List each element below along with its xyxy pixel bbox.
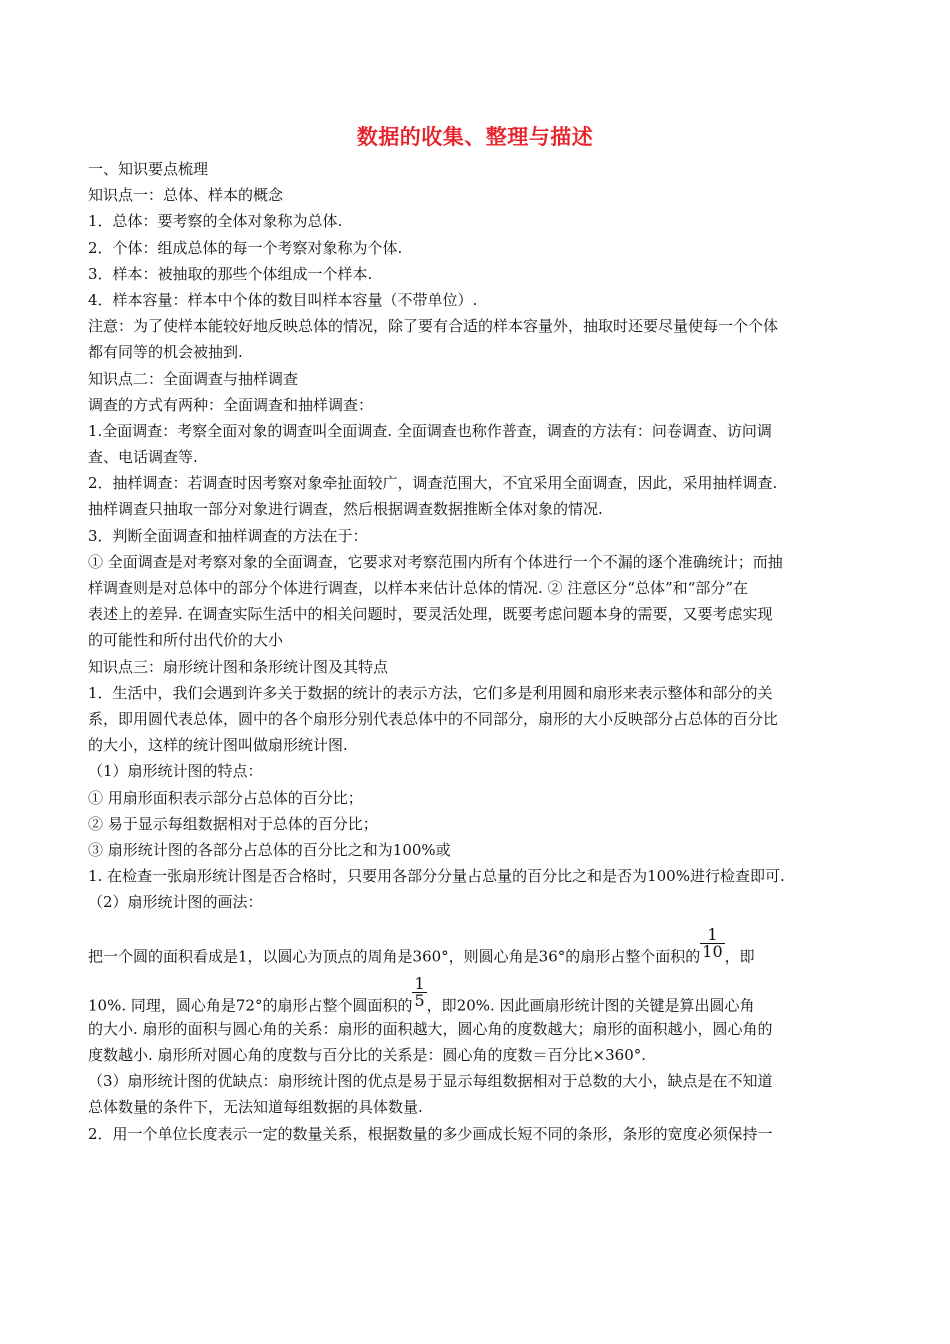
text-line: 1．生活中，我们会遇到许多关于数据的统计的表示方法，它们多是利用圆和扇形来表示整体和部分的关 xyxy=(88,683,773,702)
text-line: 4．样本容量：样本中个体的数目叫样本容量（不带单位）. xyxy=(88,290,478,309)
fraction-numerator: 1 xyxy=(707,925,718,945)
text-segment: 10%. 同理，圆心角是72°的扇形占整个圆面积的 xyxy=(88,996,413,1015)
text-line: 2．个体：组成总体的每一个考察对象称为个体. xyxy=(88,238,403,257)
text-segment: ，即 xyxy=(724,947,755,966)
text-line: ① 全面调查是对考察对象的全面调查，它要求对考察范围内所有个体进行一个不漏的逐个准确统计；而抽 xyxy=(88,552,783,571)
text-line: ③ 扇形统计图的各部分占总体的百分比之和为100%或 xyxy=(88,840,451,859)
text-line: 1．总体：要考察的全体对象称为总体. xyxy=(88,212,343,231)
text-line: 的可能性和所付出代价的大小 xyxy=(88,631,284,650)
knowledge-point-heading: 知识点一：总体、样本的概念 xyxy=(88,186,284,205)
text-line: 系，即用圆代表总体，圆中的各个扇形分别代表总体中的不同部分，扇形的大小反映部分占总体的百分比 xyxy=(88,709,779,728)
text-line: ② 易于显示每组数据相对于总体的百分比； xyxy=(88,814,378,833)
text-line: 注意：为了使样本能较好地反映总体的情况，除了要有合适的样本容量外，抽取时还要尽量使每一个个体 xyxy=(88,317,779,336)
text-line: 3．判断全面调查和抽样调查的方法在于： xyxy=(88,526,368,545)
text-line: 表述上的差异. 在调查实际生活中的相关问题时，要灵活处理，既要考虑问题本身的需要，又要考虑实现 xyxy=(88,605,773,624)
text-line: 的大小. 扇形的面积与圆心角的关系：扇形的面积越大，圆心角的度数越大；扇形的面积越小，圆心角的 xyxy=(88,1019,773,1038)
text-line: 3．样本：被抽取的那些个体组成一个样本. xyxy=(88,264,373,283)
text-line: 度数越小. 扇形所对圆心角的度数与百分比的关系是：圆心角的度数＝百分比×360°. xyxy=(88,1046,647,1064)
fraction-denominator: 5 xyxy=(414,990,425,1010)
document-title: 数据的收集、整理与描述 xyxy=(356,125,594,149)
text-segment: 把一个圆的面积看成是1，以圆心为顶点的周角是360°，则圆心角是36°的扇形占整个面积的 xyxy=(88,947,701,966)
text-line: 1. 在检查一张扇形统计图是否合格时，只要用各部分分量占总量的百分比之和是否为100%进行检查即可. xyxy=(88,867,785,886)
text-line-with-fraction xyxy=(88,925,868,967)
text-line: （1）扇形统计图的特点： xyxy=(88,762,263,781)
fraction-one-tenth xyxy=(700,927,724,960)
fraction-denominator: 10 xyxy=(702,942,723,962)
text-line: （3）扇形统计图的优缺点：扇形统计图的优点是易于显示每组数据相对于总数的大小，缺点是在不知道 xyxy=(88,1072,773,1091)
spacer xyxy=(88,968,868,993)
text-line: 都有同等的机会被抽到. xyxy=(88,343,243,362)
text-line: 1.全面调查：考察全面对象的调查叫全面调查. 全面调查也称作普查，调查的方法有：问卷调查、访问调 xyxy=(88,421,772,440)
text-line: 的大小，这样的统计图叫做扇形统计图. xyxy=(88,736,348,755)
knowledge-point-heading: 知识点二：全面调查与抽样调查 xyxy=(88,369,299,388)
fraction-one-fifth xyxy=(412,973,426,1010)
text-line-with-fraction xyxy=(88,973,868,1016)
fraction-numerator: 1 xyxy=(414,973,425,993)
text-line: ① 用扇形面积表示部分占总体的百分比； xyxy=(88,788,363,807)
section-heading: 一、知识要点梳理 xyxy=(88,160,209,178)
text-line: 抽样调查只抽取一部分对象进行调查，然后根据调查数据推断全体对象的情况. xyxy=(88,500,603,519)
text-line: 查、电话调查等. xyxy=(88,448,198,467)
text-line: 2．抽样调查：若调查时因考察对象牵扯面较广，调查范围大，不宜采用全面调查，因此，采用抽样调查. xyxy=(88,474,778,493)
text-line: 样调查则是对总体中的部分个体进行调查，以样本来估计总体的情况. ② 注意区分“总体”和“部分”在 xyxy=(88,579,748,597)
text-line: 2．用一个单位长度表示一定的数量关系，根据数量的多少画成长短不同的条形，条形的宽度必须保持一 xyxy=(88,1124,773,1143)
document-body xyxy=(88,156,868,1147)
knowledge-point-heading: 知识点三：扇形统计图和条形统计图及其特点 xyxy=(88,657,389,676)
text-line: （2）扇形统计图的画法： xyxy=(88,893,263,912)
spacer xyxy=(88,915,868,945)
text-line: 调查的方式有两种：全面调查和抽样调查： xyxy=(88,395,374,414)
text-line: 总体数量的条件下，无法知道每组数据的具体数量. xyxy=(88,1098,423,1117)
text-segment: ，即20%. 因此画扇形统计图的关键是算出圆心角 xyxy=(426,996,755,1015)
